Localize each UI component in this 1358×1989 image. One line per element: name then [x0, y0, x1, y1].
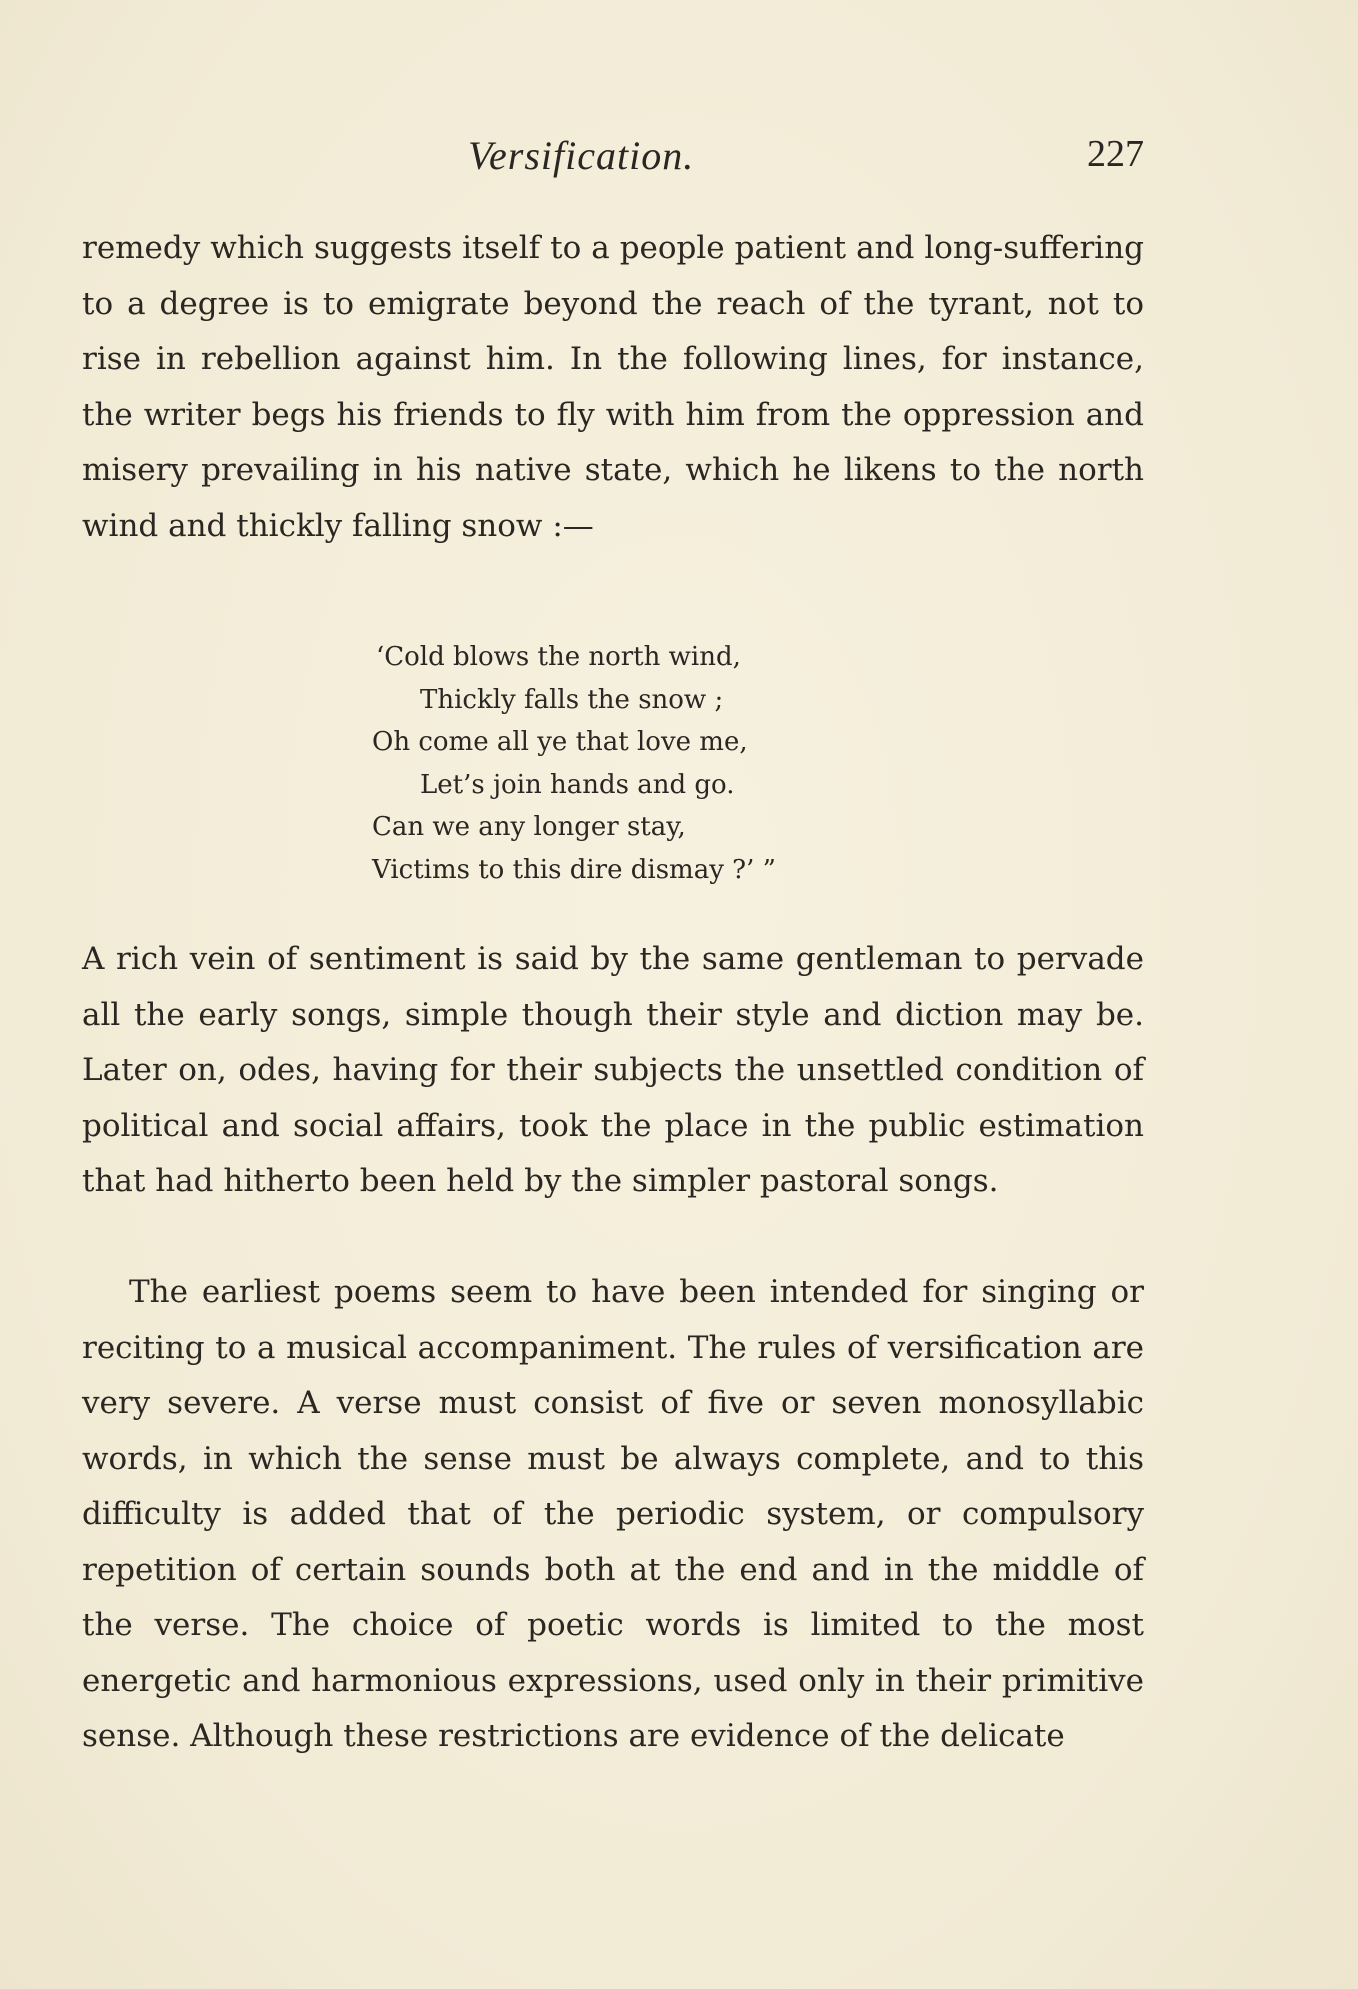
page-header	[82, 132, 1144, 182]
paragraph: remedy which suggests itself to a people patient and long-suffering to a degree is to emigrate beyond the reach of the tyrant, not to rise in rebellion against him. In the following lines, for instance, the writer begs his friends to fly with him from the oppression and misery prevailing in his native state, which he likens to the north wind and thickly falling snow :—	[82, 230, 1144, 544]
verse-line: Can we any longer stay,	[372, 812, 686, 842]
verse-line: ‘Cold blows the north wind,	[376, 642, 741, 672]
verse-line: Thickly falls the snow ;	[420, 684, 724, 715]
verse-line: Victims to this dire dismay ?’ ”	[372, 854, 776, 885]
page-number: 227	[1087, 133, 1144, 175]
verse-block	[372, 636, 776, 891]
verse-line: Oh come all ye that love me,	[372, 727, 748, 757]
paragraph: A rich vein of sentiment is said by the same gentleman to pervade all the early songs, simple though their style and diction may be. Later on, odes, having for their subjects the unsettled condition of political and social affairs, took the place in the public estimation that had hitherto been held by the simpler pastoral songs.	[82, 941, 1144, 1199]
running-title: Versification.	[468, 133, 695, 178]
paragraph: The earliest poems seem to have been intended for singing or reciting to a musical accompaniment. The rules of versification are very severe. A verse must consist of five or seven monosyllabic words, in which the sense must be always complete, and to this difficulty is added that of the periodic system, or compulsory repetition of certain sounds both at the end and in the middle of the verse. The choice of poetic words is limited to the most energetic and harmonious expressions, used only in their primitive sense. Although these restrictions are evidence of the delicate	[82, 1274, 1144, 1754]
verse-line: Let’s join hands and go.	[420, 769, 735, 800]
